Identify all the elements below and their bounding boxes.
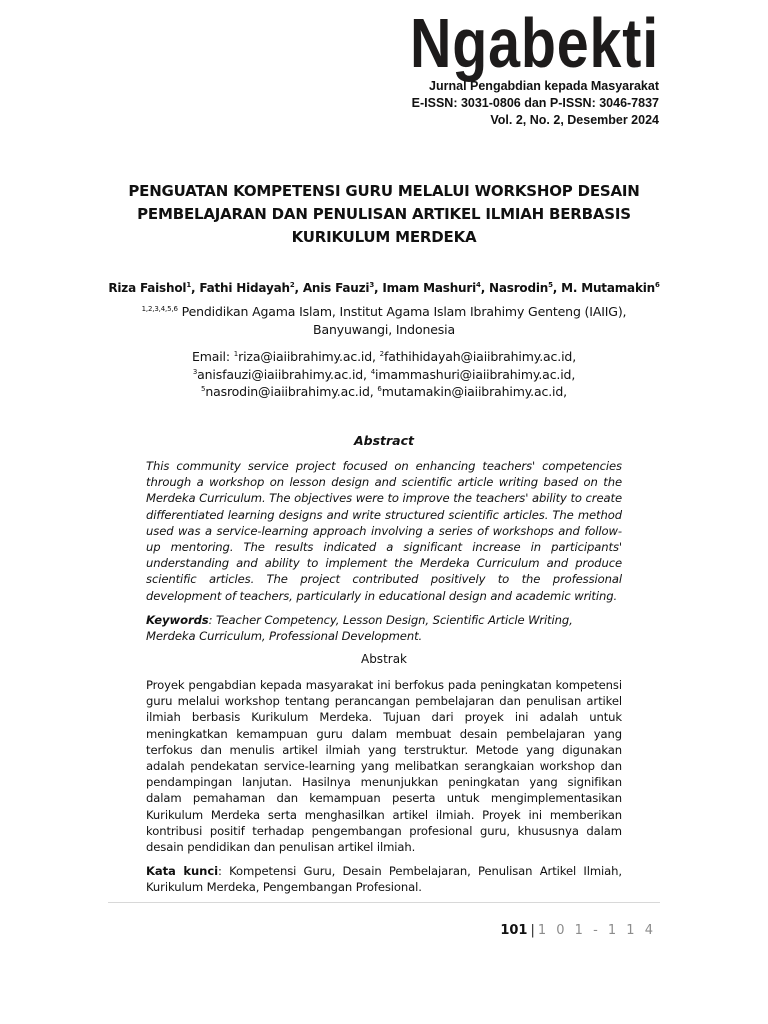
author-separator: , <box>294 281 303 295</box>
author-separator: , <box>374 281 383 295</box>
email-address: imammashuri@iaiibrahimy.ac.id, <box>375 366 576 382</box>
author-name: Fathi Hidayah <box>199 281 290 295</box>
author-separator: , <box>480 281 490 295</box>
author-superscript: 4 <box>476 281 481 289</box>
abstract-heading: Abstract <box>353 433 415 448</box>
email-superscript: 5 <box>201 385 206 393</box>
abstrak-heading: Abstrak <box>360 652 408 666</box>
page-separator: | <box>530 923 535 938</box>
affiliation <box>100 303 668 338</box>
author-name: Anis Fauzi <box>302 281 370 295</box>
email-address: nasrodin@iaiibrahimy.ac.id, <box>205 384 378 399</box>
author-superscript: 5 <box>548 281 553 289</box>
author-name: M. Mutamakin <box>561 281 655 295</box>
email-label: Email: <box>191 349 234 364</box>
title-line: PENGUATAN KOMPETENSI GURU MELALUI WORKSHOP DESAIN <box>128 182 640 200</box>
page-range: 1 0 1 - 1 1 4 <box>537 923 656 938</box>
email-superscript: 4 <box>370 367 376 376</box>
email-superscript: 3 <box>192 367 198 376</box>
author-superscript: 6 <box>654 281 660 289</box>
keywords-label: Keywords <box>146 613 209 627</box>
footer-divider <box>108 902 660 903</box>
page-footer <box>500 923 656 938</box>
affiliation-superscript: 1,2,3,4,5,6 <box>141 305 178 313</box>
kata-kunci-label: Kata kunci <box>146 864 218 878</box>
affiliation-line: Banyuwangi, Indonesia <box>313 321 455 337</box>
author-name: Nasrodin <box>489 281 549 295</box>
abstract-text: This community service project focused on enhancing teachers' competencies through a workshop on lesson design and scientific article writing based on the Merdeka Curriculum. The objectives were to improve the teachers' ability to create differentiated learning designs and write structured scientific articles. The method used was a service-learning approach involving a series of workshops and follow-up mentoring. The results indicated a significant increase in participants' understanding and ability to implement the Merdeka Curriculum and produce scientific articles. The project contributed positively to the professional development of teachers, particularly in educational design and academic writing. <box>146 459 622 603</box>
kata-kunci-text: : Kompetensi Guru, Desain Pembelajaran, Penulisan Artikel Ilmiah, Kurikulum Merdeka, Pengembangan Profesional. <box>146 864 623 895</box>
author-superscript: 3 <box>369 281 375 289</box>
email-address: mutamakin@iaiibrahimy.ac.id, <box>381 384 567 399</box>
author-name: Imam Mashuri <box>382 281 477 295</box>
journal-subtitle: Jurnal Pengabdian kepada Masyarakat <box>429 79 659 93</box>
author-list <box>100 279 668 297</box>
journal-issn: E-ISSN: 3031-0806 dan P-ISSN: 3046-7837 <box>411 96 659 110</box>
affiliation-line: Pendidikan Agama Islam, Institut Agama Islam Ibrahimy Genteng (IAIIG), <box>177 304 627 319</box>
title-line: KURIKULUM MERDEKA <box>291 228 477 246</box>
email-superscript: 6 <box>377 385 382 393</box>
keywords-text: : Teacher Competency, Lesson Design, Scientific Article Writing, Merdeka Curriculum, Professional Development. <box>146 613 573 644</box>
author-superscript: 1 <box>186 281 191 289</box>
journal-masthead <box>339 4 659 129</box>
author-separator: , <box>190 281 200 295</box>
email-superscript: 2 <box>379 350 384 358</box>
kata-kunci <box>146 863 622 895</box>
email-superscript: 1 <box>233 350 239 358</box>
title-line: PEMBELAJARAN DAN PENULISAN ARTIKEL ILMIAH BERBASIS <box>137 205 631 223</box>
article-title <box>100 180 668 249</box>
email-block <box>100 348 668 401</box>
email-address: anisfauzi@iaiibrahimy.ac.id, <box>197 366 371 382</box>
email-address: fathihidayah@iaiibrahimy.ac.id, <box>383 349 577 364</box>
author-name: Riza Faishol <box>108 281 187 295</box>
page-number: 101 <box>500 923 528 938</box>
email-address: riza@iaiibrahimy.ac.id, <box>238 349 380 364</box>
author-separator: , <box>552 281 562 295</box>
journal-logo: Ngabekti <box>410 4 659 82</box>
abstrak-text: Proyek pengabdian kepada masyarakat ini berfokus pada peningkatan kompetensi guru melalui workshop tentang perancangan pembelajaran dan penulisan artikel ilmiah berbasis Kurikulum Merdeka. Tujuan dari proyek ini adalah untuk meningkatkan kemampuan guru dalam membuat desain pembelajaran yang terfokus dan menulis artikel ilmiah yang terstruktur. Metode yang digunakan adalah pendekatan service-learning yang melibatkan serangkaian workshop dan pendampingan lanjutan. Hasilnya menunjukkan peningkatan yang signifikan dalam pemahaman dan kemampuan peserta untuk mengimplementasikan Kurikulum Merdeka serta menghasilkan artikel ilmiah. Proyek ini memberikan kontribusi positif terhadap pengembangan profesional guru, khususnya dalam desain pendidikan dan penulisan artikel ilmiah. <box>146 678 622 855</box>
journal-volume: Vol. 2, No. 2, Desember 2024 <box>490 113 659 127</box>
author-superscript: 2 <box>289 281 295 289</box>
keywords <box>146 612 622 644</box>
